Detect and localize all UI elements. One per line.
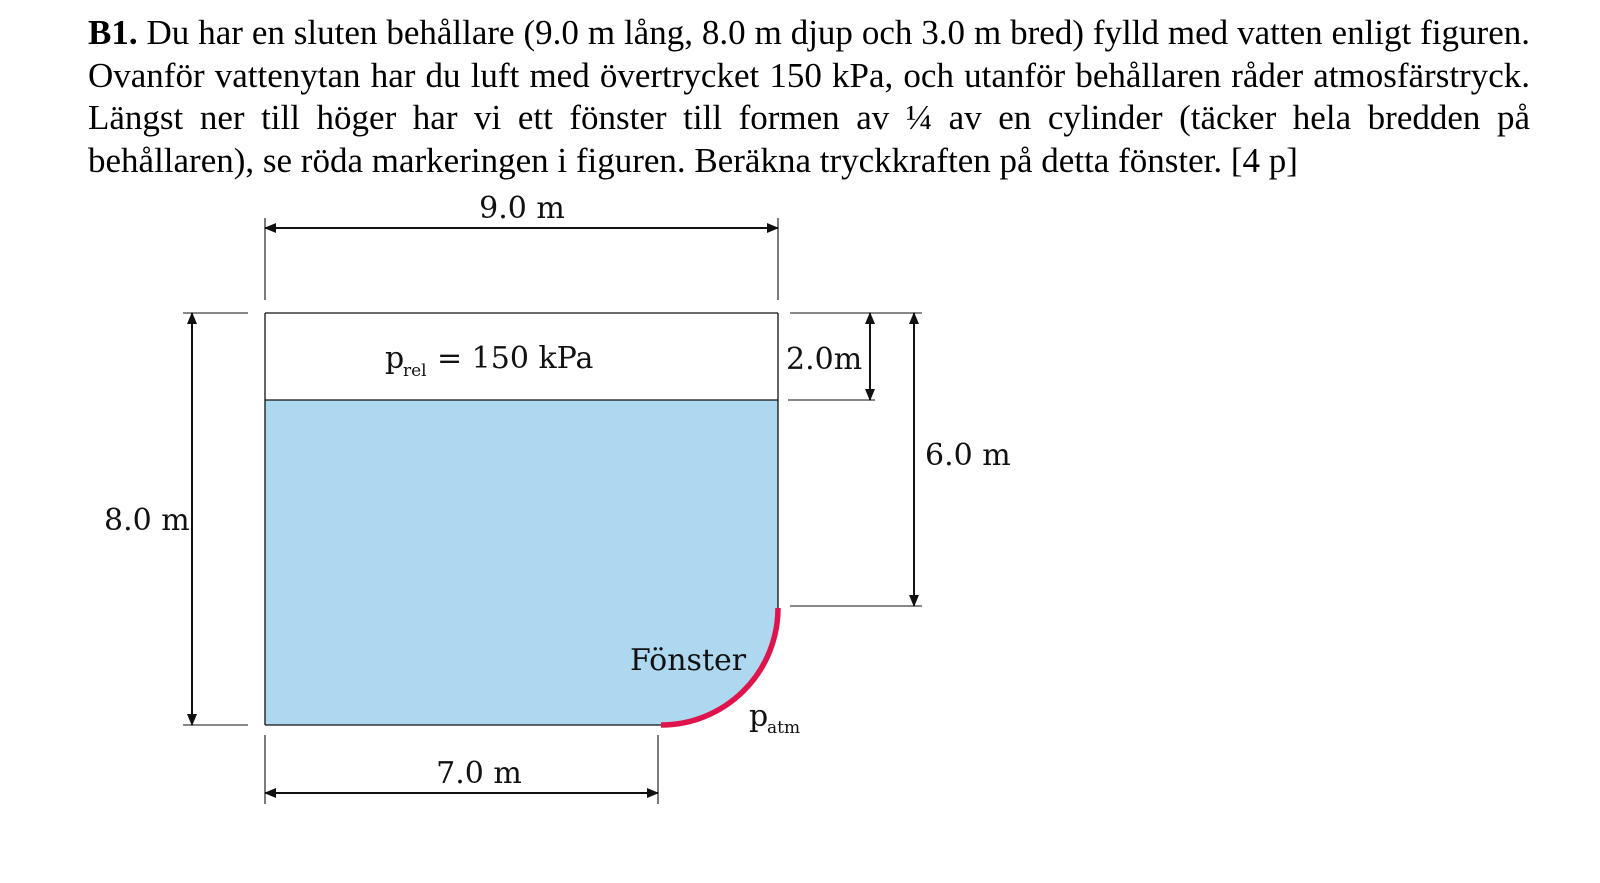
problem-label: B1. [88,13,138,52]
pressure-atm-subscript: atm [767,718,801,738]
dim-label-air: 2.0m [786,342,863,377]
pressure-rel-value: = 150 kPa [437,341,594,376]
problem-text: Du har en sluten behållare (9.0 m lång, 8.0 m djup och 3.0 m bred) fylld med vatten enligt figuren. Ovanför vattenytan har du luft med övertrycket 150 kPa, och utanför behållaren råder atmosfärstryck. Längst ner till höger har vi ett fönster till formen av ¼ av en cylinder (täcker hela bredden på behållaren), se röda markeringen i figuren. Beräkna tryckkraften på detta fönster. [4 p] [88,13,1530,180]
pressure-rel-symbol: p [385,341,405,376]
pressure-atm-label [749,699,800,738]
pressure-rel-subscript: rel [403,361,427,381]
dim-label-length: 9.0 m [479,191,565,226]
dim-label-bottom: 7.0 m [436,756,522,791]
pressure-rel-label [385,341,593,381]
pressure-atm-symbol: p [749,699,769,734]
dim-label-depth: 8.0 m [104,503,190,538]
dim-label-window-top: 6.0 m [925,438,1011,473]
window-label: Fönster [630,643,747,678]
